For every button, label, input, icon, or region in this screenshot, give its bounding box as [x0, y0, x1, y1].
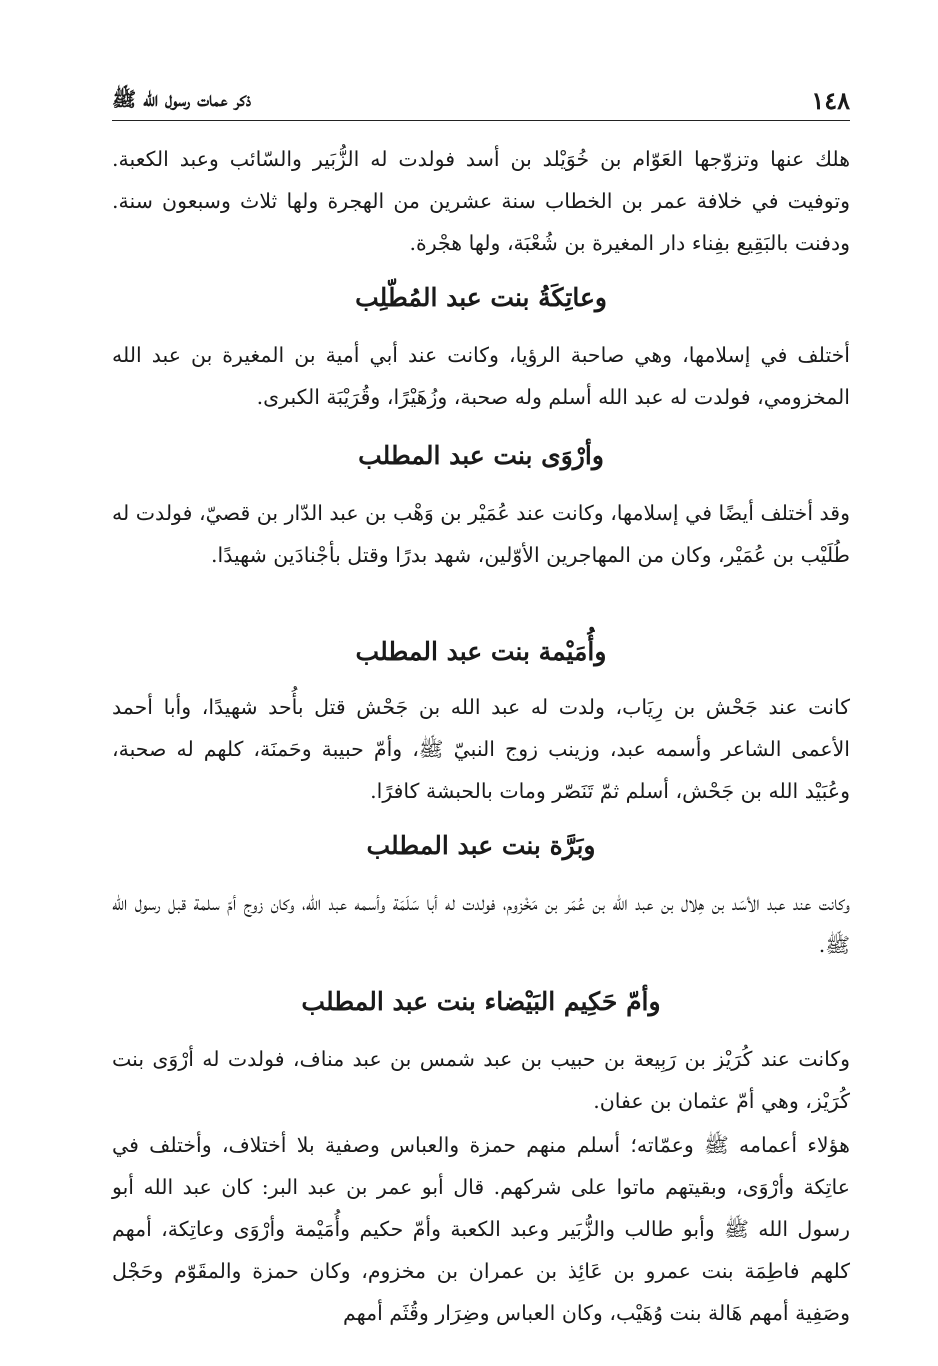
paragraph-umayma: كانت عند جَحْش بن رِيَاب، ولدت له عبد الله بن جَحْش قتل بأُحد شهيدًا، وأبا أحمد الأعمى الشاعر وأسمه عبد، وزينب زوج النبيّ ﷺ، وأمّ حبيبة وحَمنَة، كلهم له صحبة، وعُبَيْد الله بن جَحْش، أسلم ثمّ تَنَصّر ومات بالحبشة كافرًا. — [112, 695, 850, 803]
running-title: ذكر عمات رسول الله ﷺ — [112, 87, 252, 111]
heading-atika: وعاتِكَةُ بنت عبد المُطّلِب — [355, 283, 607, 312]
book-page — [112, 0, 850, 1366]
heading-umayma: وأُمَيْمة بنت عبد المطلب — [355, 637, 607, 666]
closing-paragraph: هؤلاء أعمامه ﷺ وعمّاته؛ أسلم منهم حمزة والعباس وصفية بلا أختلاف، وأختلف في عاتِكة وأرْوَى، وبقيتهم ماتوا على شركهم. قال أبو عمر بن عبد البر: كان عبد الله أبو رسول الله ﷺ وأبو طالب والزُّبَير وعبد الكعبة وأمّ حكيم وأُمَيْمة وأرْوَى وعاتِكة، أمهم كلهم فاطِمَة بنت عمرو بن عَائِذ بن عمران بن مخزوم، وكان حمزة والمقَوّم وحَجْل وصَفِية أمهم هَالة بنت وُهَيْب، وكان العباس وضِرَار وقُثَم أمهم — [112, 1133, 850, 1325]
paragraph-umm-hakim: وكانت عند كُرَيْز بن رَبِيعة بن حبيب بن عبد شمس بن عبد مناف، فولدت له أرْوَى بنت كُرَيْز، وهي أمّ عثمان بن عفان. — [112, 1047, 850, 1113]
page-number: ١٤٨ — [811, 86, 850, 115]
paragraph-arwa: وقد أختلف أيضًا في إسلامها، وكانت عند عُمَيْر بن وَهْب بن عبد الدّار بن قصيّ، فولدت له طُلَيْب بن عُمَيْر، وكان من المهاجرين الأوّلين، شهد بدرًا وقتل بأجْنادَين شهيدًا. — [112, 501, 850, 567]
intro-paragraph: هلك عنها وتزوّجها العَوّام بن خُوَيْلد بن أسد فولدت له الزُّبَير والسّائب وعبد الكعبة. وتوفيت في خلافة عمر بن الخطاب سنة عشرين من الهجرة ولها ثلاث وسبعون سنة. ودفنت بالبَقِيع بفِناء دار المغيرة بن شُعْبَة، ولها هجْرة. — [112, 147, 850, 255]
paragraph-barra: وكانت عند عبد الأسَد بن هِلال بن عبد الله بن عُمَر بن مَخْزوم، فولدت له أبا سَلَمَة وأسمه عبد الله، وكان زوج أمّ سلمة قبل رسول الله ﷺ. — [112, 891, 850, 957]
heading-umm-hakim: وأمّ حَكِيم البَيْضاء بنت عبد المطلب — [301, 987, 661, 1016]
page-header — [112, 84, 850, 121]
paragraph-atika: أختلف في إسلامها، وهي صاحبة الرؤيا، وكانت عند أبي أمية بن المغيرة بن عبد الله المخزومي، فولدت له عبد الله أسلم وله صحبة، وزُهَيْرًا، وقُرَيْبَة الكبرى. — [112, 343, 850, 409]
heading-barra: وبَرَّة بنت عبد المطلب — [366, 831, 596, 860]
heading-arwa: وأرْوَى بنت عبد المطلب — [358, 441, 604, 470]
